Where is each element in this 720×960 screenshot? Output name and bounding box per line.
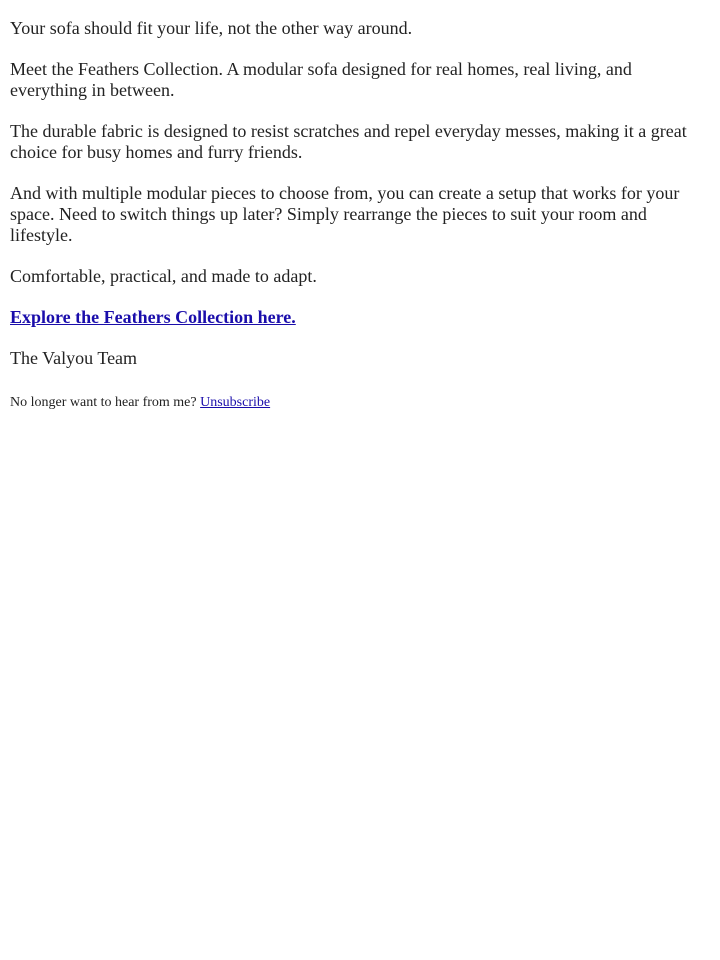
signoff: The Valyou Team: [10, 348, 138, 368]
unsubscribe-link[interactable]: Unsubscribe: [200, 395, 271, 410]
fabric-paragraph: The durable fabric is designed to resist scratches and repel everyday messes, making it a great choice for busy homes and furry friends.: [10, 121, 687, 162]
modular-paragraph: And with multiple modular pieces to choose from, you can create a setup that works for your space. Need to switch things up later? Simply rearrange the pieces to suit your room and lifestyle.: [10, 183, 680, 245]
email-body: [10, 18, 710, 431]
footer: [10, 394, 710, 411]
intro-paragraph: Your sofa should fit your life, not the other way around.: [10, 18, 413, 38]
cta-paragraph: [10, 307, 710, 328]
footer-text: No longer want to hear from me?: [10, 395, 201, 410]
explore-collection-link[interactable]: Explore the Feathers Collection here.: [10, 307, 296, 327]
collection-paragraph: Meet the Feathers Collection. A modular sofa designed for real homes, real living, and everything in between.: [10, 59, 632, 100]
tagline-paragraph: Comfortable, practical, and made to adapt.: [10, 266, 317, 286]
